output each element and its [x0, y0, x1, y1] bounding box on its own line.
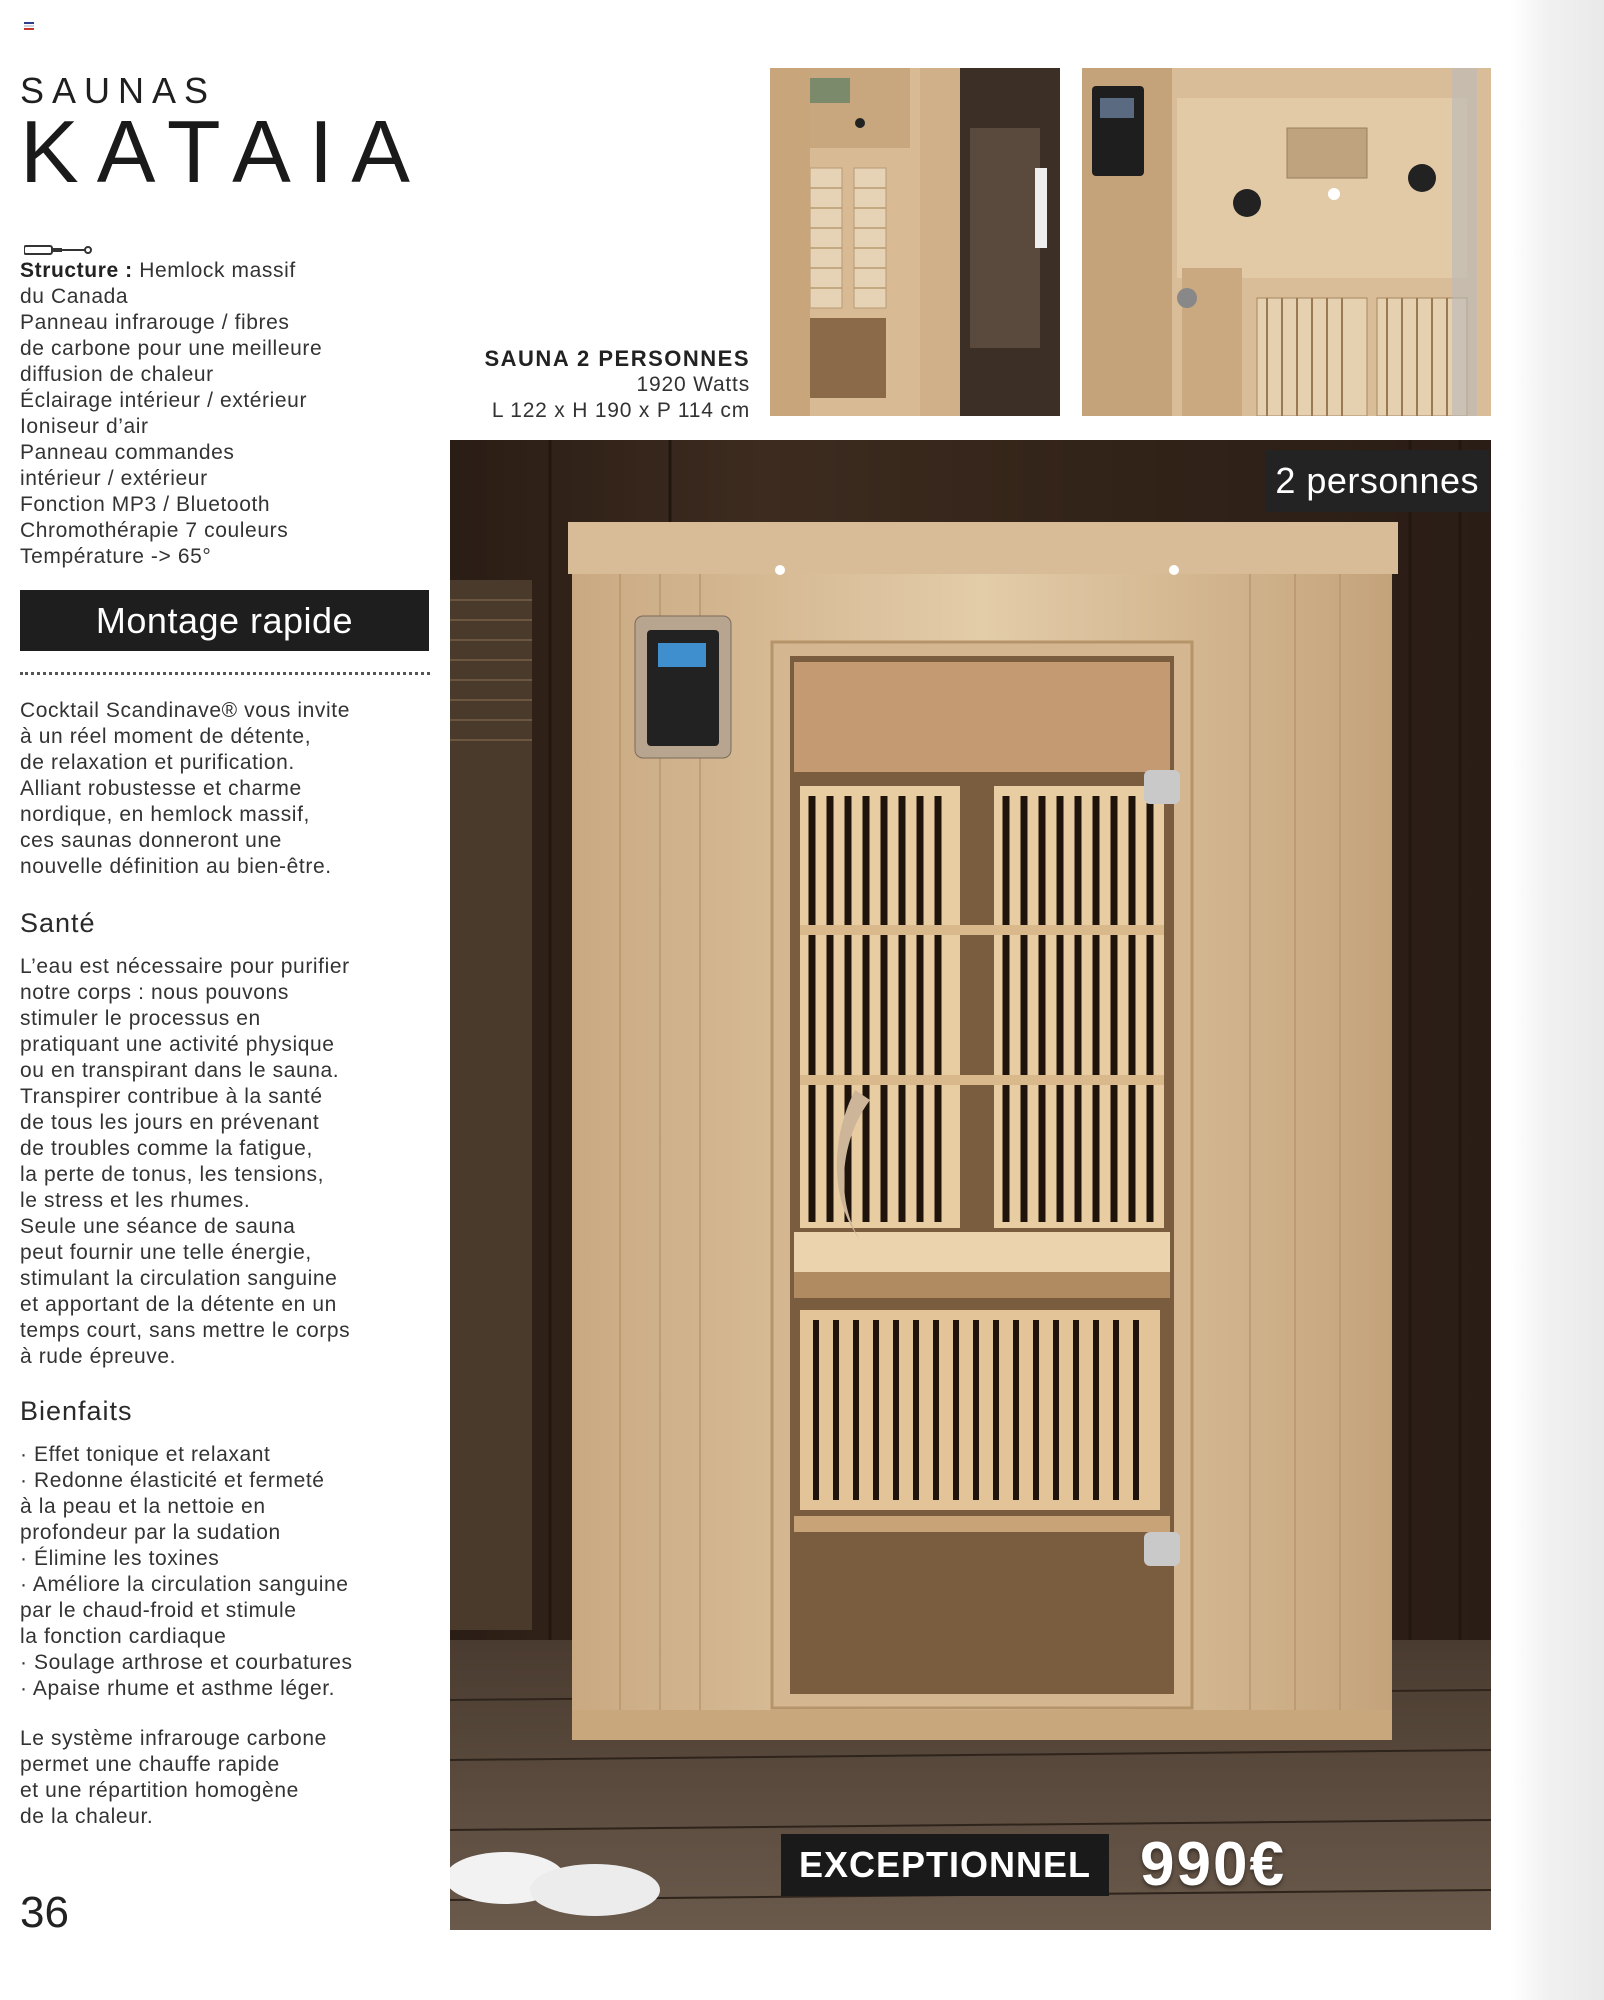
- interior-photo-1: [770, 68, 1060, 416]
- spec-line: du Canada: [20, 285, 129, 308]
- sante-paragraph: L’eau est nécessaire pour purifier notre corps : nous pouvons stimuler le processus en pratiquant une activité physique ou en transpirant dans le sauna. Transpirer contribue à la santé de tous les jours en prévenant de troubles comme la fatigue, la perte de tonus, les tensions, le stress et les rhumes. Seule une séance de sauna peut fournir une telle énergie, stimulant la circulation sanguine et apportant de la détente en un temps court, sans mettre le corps à rude épreuve.: [20, 955, 351, 1368]
- product-dimensions: L 122 x H 190 x P 114 cm: [491, 399, 750, 422]
- bienfaits-heading: Bienfaits: [20, 1396, 133, 1426]
- structure-label: Structure :: [20, 259, 133, 282]
- spec-line: Température -> 65°: [20, 545, 212, 568]
- dotted-divider: [20, 672, 430, 675]
- price-value: 990€: [1140, 1830, 1286, 1899]
- infrarouge-paragraph: Le système infrarouge carbone permet une chauffe rapide et une répartition homogène de la chaleur.: [20, 1727, 327, 1828]
- product-name: SAUNA 2 PERSONNES: [484, 346, 750, 371]
- interior-photo-2: [1082, 68, 1491, 416]
- category-label: SAUNAS: [20, 70, 217, 111]
- spec-text: Hemlock massif: [139, 259, 296, 282]
- spec-list: [20, 258, 440, 570]
- intro-paragraph: Cocktail Scandinave® vous invite à un réel moment de détente, de relaxation et purification. Alliant robustesse et charme nordique, en hemlock massif, ces saunas donneront une nouvelle définition au bien-être.: [20, 699, 350, 878]
- spec-line: diffusion de chaleur: [20, 363, 214, 386]
- flag-icon: [24, 22, 34, 30]
- exceptionnel-label: EXCEPTIONNEL: [781, 1834, 1109, 1896]
- bienfaits-list: · Effet tonique et relaxant · Redonne élasticité et fermeté à la peau et la nettoie en profondeur par la sudation · Élimine les toxines · Améliore la circulation sanguine par le chaud-froid et stimule la fonction cardiaque · Soulage arthrose et courbatures · Apaise rhume et asthme léger.: [20, 1443, 353, 1700]
- spec-line: intérieur / extérieur: [20, 467, 208, 490]
- tool-icon: [24, 244, 94, 256]
- spec-line: [20, 258, 440, 284]
- product-spec: [484, 346, 750, 424]
- spec-line: de carbone pour une meilleure: [20, 337, 323, 360]
- page-edge-shadow: [1510, 0, 1604, 2000]
- montage-rapide-banner: Montage rapide: [20, 590, 429, 651]
- spec-line: Fonction MP3 / Bluetooth: [20, 493, 271, 516]
- spec-line: Chromothérapie 7 couleurs: [20, 519, 289, 542]
- page-number: 36: [20, 1888, 69, 1937]
- capacity-badge: 2 personnes: [1265, 450, 1489, 512]
- spec-line: Panneau infrarouge / fibres: [20, 311, 290, 334]
- spec-line: Éclairage intérieur / extérieur: [20, 389, 308, 412]
- spec-line: Panneau commandes: [20, 441, 235, 464]
- main-sauna-photo: [450, 440, 1491, 1930]
- sante-heading: Santé: [20, 908, 96, 938]
- spec-line: Ioniseur d’air: [20, 415, 149, 438]
- product-power: 1920 Watts: [636, 373, 750, 396]
- page-title: KATAIA: [20, 102, 428, 201]
